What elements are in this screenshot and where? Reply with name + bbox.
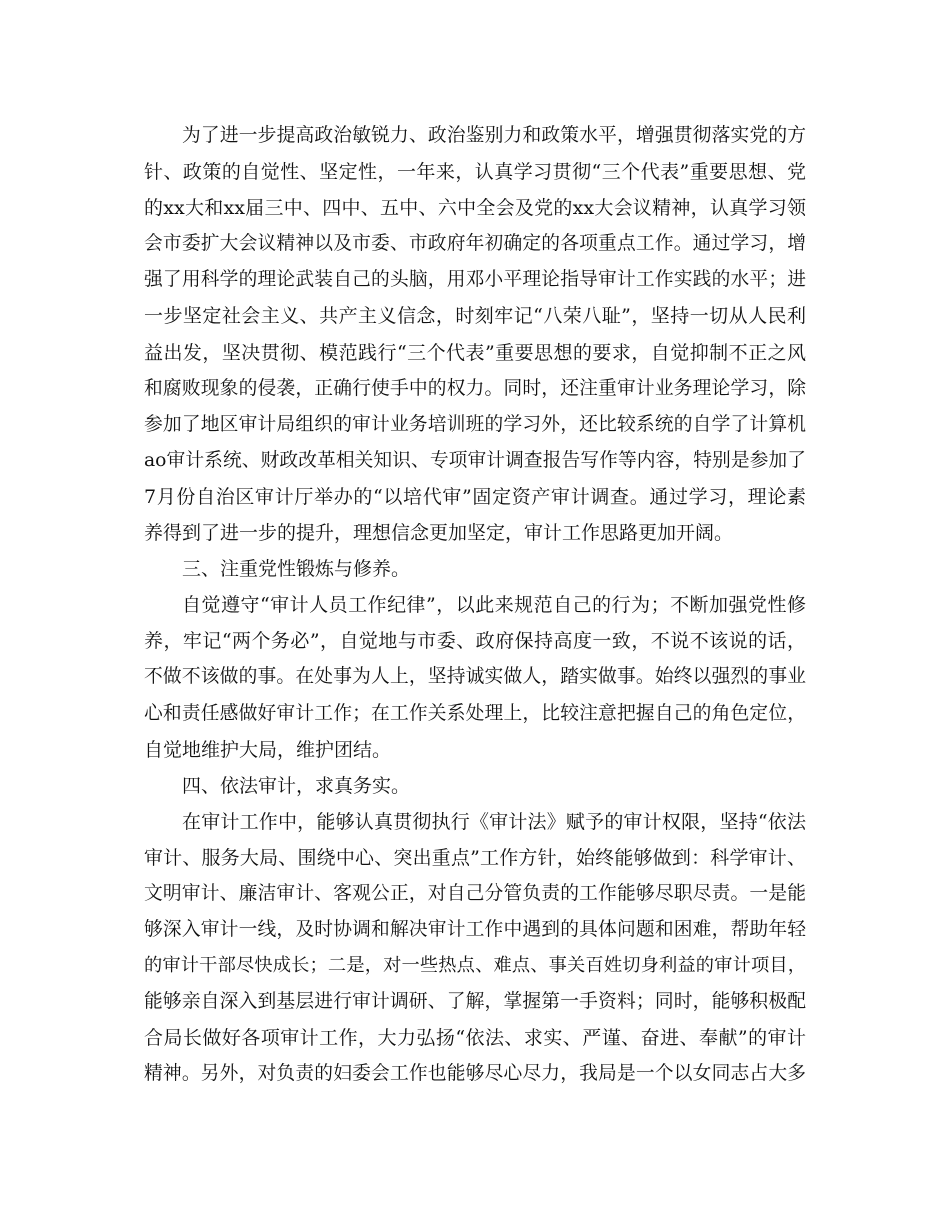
text-line: 强了用科学的理论武装自己的头脑，用邓小平理论指导审计工作实践的水平；进	[144, 269, 806, 291]
text-line: 养，牢记“两个务必”，自觉地与市委、政府保持高度一致，不说不该说的话，	[144, 630, 806, 653]
text-line: 自觉地维护大局，维护团结。	[144, 738, 392, 761]
text-line: 审计、服务大局、围绕中心、突出重点”工作方针，始终能够做到：科学审计、	[144, 846, 806, 869]
text-line: 的审计干部尽快成长；二是，对一些热点、难点、事关百姓切身利益的审计项目，	[144, 955, 806, 977]
text-line: 针、政策的自觉性、坚定性，一年来，认真学习贯彻“三个代表”重要思想、党	[144, 161, 806, 184]
text-line: 四、依法审计，求真务实。	[182, 774, 411, 797]
text-line: 文明审计、廉洁审计、客观公正，对自己分管负责的工作能够尽职尽责。一是能	[144, 882, 806, 904]
document-body	[144, 118, 806, 1093]
text-line: 为了进一步提高政治敏锐力、政治鉴别力和政策水平，增强贯彻落实党的方	[182, 125, 806, 146]
text-line: 一步坚定社会主义、共产主义信念，时刻牢记“八荣八耻”，坚持一切从人民利	[144, 305, 806, 328]
text-line: 在审计工作中，能够认真贯彻执行《审计法》赋予的审计权限，坚持“依法	[182, 810, 806, 833]
text-line: 和腐败现象的侵袭，正确行使手中的权力。同时，还注重审计业务理论学习，除	[144, 377, 806, 399]
text-line: 7月份自治区审计厅举办的“以培代审”固定资产审计调查。通过学习，理论素	[144, 485, 806, 508]
text-line: 合局长做好各项审计工作，大力弘扬“依法、求实、严谨、奋进、奉献”的审计	[144, 1027, 806, 1050]
text-line: 的xx大和xx届三中、四中、五中、六中全会及党的xx大会议精神，认真学习领	[144, 197, 806, 220]
text-line: ao审计系统、财政改革相关知识、专项审计调查报告写作等内容，特别是参加了	[144, 449, 806, 471]
text-line: 参加了地区审计局组织的审计业务培训班的学习外，还比较系统的自学了计算机	[144, 413, 806, 435]
text-line: 会市委扩大会议精神以及市委、市政府年初确定的各项重点工作。通过学习，增	[144, 233, 806, 255]
text-line: 自觉遵守“审计人员工作纪律”，以此来规范自己的行为；不断加强党性修	[182, 594, 806, 617]
text-line: 能够亲自深入到基层进行审计调研、了解，掌握第一手资料；同时，能够积极配	[144, 991, 806, 1013]
text-line: 够深入审计一线，及时协调和解决审计工作中遇到的具体问题和困难，帮助年轻	[144, 919, 806, 941]
text-line: 养得到了进一步的提升，理想信念更加坚定，审计工作思路更加开阔。	[144, 522, 734, 545]
text-line: 精神。另外，对负责的妇委会工作也能够尽心尽力，我局是一个以女同志占大多	[144, 1063, 806, 1085]
text-line: 心和责任感做好审计工作；在工作关系处理上，比较注意把握自己的角色定位，	[144, 702, 806, 724]
text-line: 益出发，坚决贯彻、模范践行“三个代表”重要思想的要求，自觉抑制不正之风	[144, 341, 806, 364]
text-line: 不做不该做的事。在处事为人上，坚持诚实做人，踏实做事。始终以强烈的事业	[144, 666, 806, 688]
text-line: 三、注重党性锻炼与修养。	[182, 558, 411, 581]
